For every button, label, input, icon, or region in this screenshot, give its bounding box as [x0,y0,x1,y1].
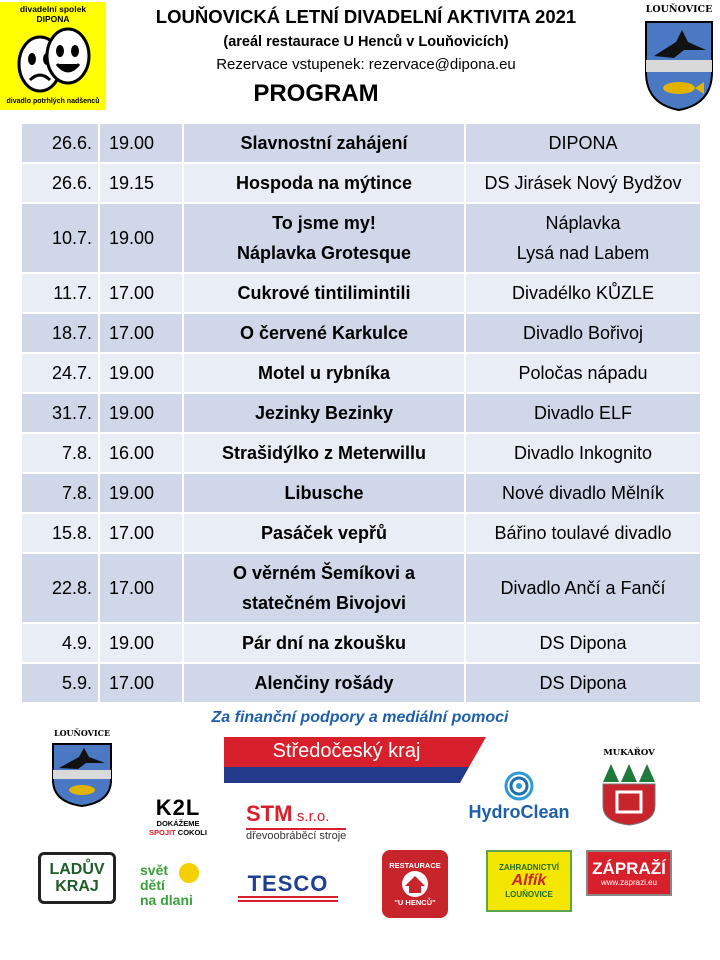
reservation-line: Rezervace vstupenek: rezervace@dipona.eu [216,56,516,73]
ensemble-line: DIPONA [548,133,618,153]
program-title [184,434,466,472]
program-time [100,514,184,552]
program-ensemble [466,664,700,702]
program-time [100,124,184,162]
dipona-logo [0,2,106,110]
time-text: 17.00 [109,578,155,598]
crest-label-small: LOUŇOVICE [53,728,111,738]
program-ensemble [466,514,700,552]
laduv-label-1: LADŮV [49,861,105,878]
stredocesky-label: Středočeský kraj [272,740,421,762]
program-row [22,474,700,512]
program-title [184,124,466,162]
ensemble-line: Divadélko KŮZLE [511,283,655,303]
title-line: Cukrové tintilimintili [237,283,411,303]
sun-icon [178,862,200,884]
lounovice-crest-small [48,728,116,808]
dipona-logo-text: divadelní spolek DIPONA [19,4,87,24]
program-title [184,204,466,272]
program-time [100,394,184,432]
program-row [22,434,700,472]
zahradnictvi-name: Alfík [511,872,547,889]
coat-of-arms-icon [644,20,714,112]
hydroclean-logo [458,768,580,826]
program-title [184,664,466,702]
hydroclean-label: HydroClean [468,802,570,822]
program-ensemble [466,204,700,272]
date-text: 10.7. [51,228,92,248]
ensemble-line: Divadlo Ančí a Fančí [500,578,666,598]
stm-name: STM [246,800,293,826]
ensemble-line: DS Jirásek Nový Bydžov [484,173,682,193]
ensemble-line: Divadlo Bořivoj [522,323,644,343]
program-title [184,474,466,512]
program-row [22,274,700,312]
stm-subtitle: dřevoobráběcí stroje [246,829,347,842]
laduv-label-2: KRAJ [55,878,99,895]
date-text: 26.6. [51,173,92,193]
program-title [184,164,466,202]
tesco-label: TESCO [247,871,329,896]
hydroclean-swirl-icon [503,771,535,801]
program-row [22,664,700,702]
svet-deti-logo [140,856,204,914]
ensemble-line: Bářino toulavé divadlo [494,523,672,543]
time-text: 19.15 [109,173,155,193]
date-text: 22.8. [51,578,92,598]
program-date [22,204,100,272]
time-text: 19.00 [109,483,155,503]
program-row [22,514,700,552]
date-text: 24.7. [51,363,92,383]
mukarov-label: MUKAŘOV [603,748,655,758]
zaprazi-label: ZÁPRAŽÍ [592,859,666,878]
k2l-slogan-1: DOKÁŽEME [156,819,200,828]
program-row [22,624,700,662]
ensemble-line: Poločas nápadu [518,363,648,383]
date-text: 26.6. [51,133,92,153]
program-time [100,204,184,272]
title-line: statečném Bivojovi [241,593,407,613]
ensemble-line: Lysá nad Labem [516,243,650,263]
title-line: Hospoda na mýtince [235,173,413,193]
time-text: 19.00 [109,363,155,383]
svet-label-1: svět [140,861,169,878]
zaprazi-url: www.zaprazi.eu [600,878,658,887]
program-date [22,274,100,312]
zahradnictvi-label-top: ZAHRADNICTVÍ [499,863,559,872]
program-time [100,664,184,702]
program-ensemble [466,554,700,622]
time-text: 19.00 [109,633,155,653]
date-text: 7.8. [61,483,92,503]
mukarov-logo [597,748,661,826]
program-date [22,514,100,552]
title-line: O červené Karkulce [239,323,409,343]
program-ensemble [466,274,700,312]
time-text: 19.00 [109,403,155,423]
lounovice-crest [640,4,718,114]
time-text: 19.00 [109,228,155,248]
program-title [184,514,466,552]
program-date [22,624,100,662]
stredocesky-kraj-logo [224,737,486,783]
title-line: Strašidýlko z Meterwillu [221,443,427,463]
k2l-name: K2L [155,795,201,820]
program-ensemble [466,314,700,352]
title-line: Pár dní na zkoušku [241,633,407,653]
ensemble-line: Divadlo Inkognito [513,443,653,463]
time-text: 16.00 [109,443,155,463]
k2l-logo [140,792,216,842]
time-text: 19.00 [109,133,155,153]
time-text: 17.00 [109,283,155,303]
k2l-slogan-3: COKOLI [177,828,207,837]
program-table [22,124,700,704]
program-title [184,624,466,662]
zahradnictvi-alfik-logo [486,850,572,912]
program-time [100,314,184,352]
program-ensemble [466,434,700,472]
program-time [100,274,184,312]
theatre-masks-icon [10,24,96,96]
program-date [22,474,100,512]
title-line: Motel u rybníka [257,363,391,383]
date-text: 7.8. [61,443,92,463]
program-row [22,204,700,272]
restaurace-u-hencu-logo [382,850,448,918]
program-row [22,394,700,432]
program-ensemble [466,354,700,392]
program-date [22,664,100,702]
ensemble-line: Nové divadlo Mělník [501,483,665,503]
title-line: Slavnostní zahájení [240,133,408,153]
title-line: Náplavka Grotesque [236,243,412,263]
program-ensemble [466,624,700,662]
program-title [184,394,466,432]
laduv-kraj-logo [38,852,116,904]
program-title [184,354,466,392]
program-title [184,274,466,312]
stm-logo [246,800,358,844]
mukarov-crest-icon [599,762,659,826]
program-date [22,554,100,622]
crest-label: LOUŇOVICE [645,4,713,15]
date-text: 15.8. [51,523,92,543]
program-date [22,164,100,202]
program-date [22,434,100,472]
program-row [22,554,700,622]
program-ensemble [466,474,700,512]
title-line: Libusche [284,483,364,503]
program-ensemble [466,164,700,202]
program-row [22,314,700,352]
program-ensemble [466,124,700,162]
program-time [100,354,184,392]
ensemble-line: DS Dipona [539,673,627,693]
date-text: 5.9. [61,673,92,693]
program-date [22,314,100,352]
program-title [184,554,466,622]
program-date [22,124,100,162]
program-row [22,164,700,202]
program-row [22,124,700,162]
time-text: 17.00 [109,323,155,343]
program-time [100,474,184,512]
date-text: 11.7. [53,283,92,303]
program-ensemble [466,394,700,432]
coat-of-arms-icon [51,742,113,808]
zahradnictvi-label-bottom: LOUŇOVICE [505,890,553,899]
support-heading: Za finanční podpory a mediální pomoci [211,709,509,726]
ensemble-line: Divadlo ELF [533,403,633,423]
ensemble-line: Náplavka [545,213,621,233]
dipona-logo-slogan: divadlo potrhlých nadšenců [6,98,100,105]
tesco-stripes-icon [238,896,338,904]
stm-suffix: s.r.o. [296,807,330,825]
svet-label-2: dětí [140,876,165,893]
svet-label-3: na dlani [140,891,193,908]
date-text: 4.9. [61,633,92,653]
program-date [22,354,100,392]
title-line: O věrném Šemíkovi a [232,563,416,583]
title-line: To jsme my! [272,213,376,233]
ensemble-line: DS Dipona [539,633,627,653]
program-time [100,554,184,622]
title-line: Alenčiny rošády [254,673,394,693]
venue-subtitle: (areál restaurace U Henců v Louňovicích) [223,34,509,50]
program-heading: PROGRAM [253,80,379,107]
tesco-logo [232,868,344,908]
program-title [184,314,466,352]
restaurant-house-icon [397,870,433,898]
zaprazi-logo [586,850,672,896]
title-line: Pasáček vepřů [260,523,388,543]
time-text: 17.00 [109,523,155,543]
program-date [22,394,100,432]
program-row [22,354,700,392]
program-time [100,624,184,662]
program-time [100,434,184,472]
program-time [100,164,184,202]
time-text: 17.00 [109,673,155,693]
title-line: Jezinky Bezinky [254,403,394,423]
date-text: 18.7. [51,323,92,343]
restaurace-label-bottom: "U HENCŮ" [394,898,436,907]
page-title: LOUŇOVICKÁ LETNÍ DIVADELNÍ AKTIVITA 2021 [155,6,577,27]
restaurace-label-top: RESTAURACE [389,861,441,870]
k2l-slogan-2: SPOJIT [149,828,176,837]
date-text: 31.7. [51,403,92,423]
